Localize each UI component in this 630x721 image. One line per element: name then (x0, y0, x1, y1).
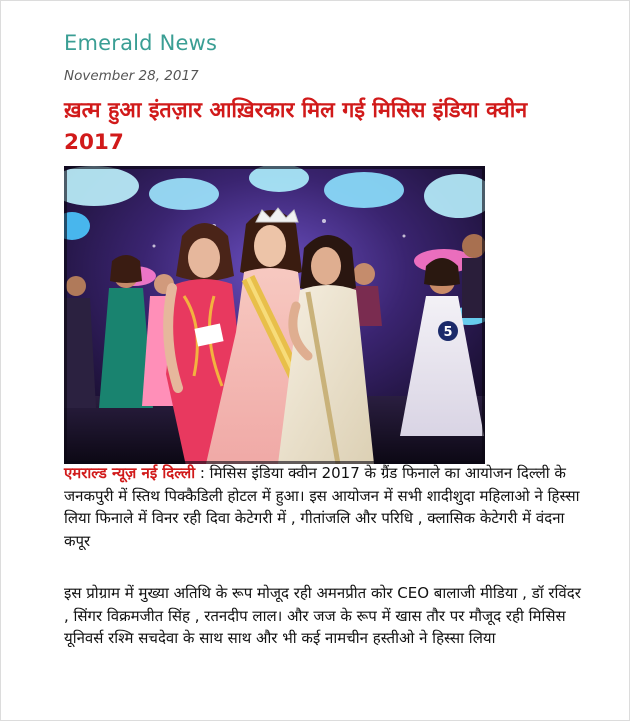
post-paragraph-2: इस प्रोग्राम में मुख्या अतिथि के रूप मोजूद रही अमनप्रीत कोर CEO बालाजी मीडिया , डॉ रविंदर , सिंगर विक्रमजीत सिंह , रतनदीप लाल। और जज के रूप में खास तौर पर मौजूद रही मिसिस यूनिवर्स रश्मि सचदेवा के साथ साथ और भी कई नामचीन हस्तीओ ने हिस्सा लिया (64, 584, 581, 647)
contestant-number: 5 (443, 325, 453, 340)
post-date: November 28, 2017 (64, 68, 199, 84)
paragraph-1-text: : मिसिस इंडिया क्वीन 2017 के ग्रैंड फिनाले का आयोजन दिल्ली के जनकपुरी में स्तिथ पिक्कैडिली होटल में हुआ। इस आयोजन में सभी शादीशुदा महिलाओ ने हिस्सा लिया फिनाले में विनर रही दिवा केटेगरी में , गीतांजलि और परिधि , क्लासिक केटेगरी में वंदना कपूर (64, 464, 580, 550)
event-photo-illustration (64, 166, 485, 464)
post-title: ख़त्म हुआ इंतज़ार आख़िरकार मिल गई मिसिस इंडिया क्वीन 2017 (64, 98, 528, 155)
post-photo (64, 166, 485, 464)
blog-title[interactable]: Emerald News (64, 31, 218, 55)
post-paragraph-1 (64, 462, 584, 552)
dateline: एमराल्ड न्यूज़ नई दिल्ली (64, 464, 196, 482)
